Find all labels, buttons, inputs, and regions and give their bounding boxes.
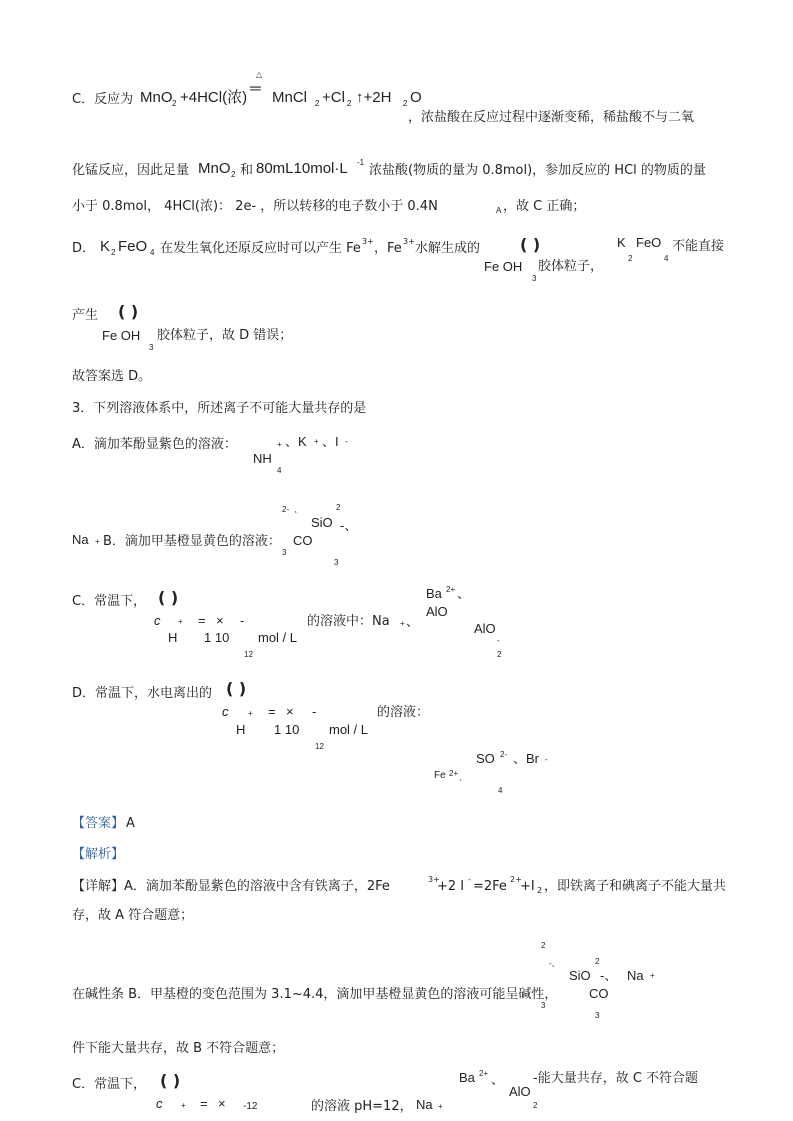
- analysis-b-sio-tail: -、: [600, 968, 618, 983]
- analysis-a1-i2-sub: 2: [537, 886, 543, 895]
- c-line2b: 和: [240, 163, 254, 178]
- d-k: K: [100, 238, 111, 255]
- d-feo4: FeO: [636, 235, 662, 250]
- d-sup1: 3+: [362, 237, 374, 246]
- analysis-c-na: Na: [416, 1097, 433, 1112]
- q3-d-plus: +: [248, 709, 253, 718]
- q3-c-ba: Ba: [426, 586, 442, 601]
- q3-d-fe-sep: 、: [459, 773, 467, 782]
- eq-cl2-sub: 2: [347, 99, 352, 108]
- q3-c-ba-sup: 2+: [446, 585, 456, 594]
- q3-a-i-sup: -: [345, 437, 348, 446]
- q3-b-sep: 、: [294, 505, 302, 514]
- eq-sign: ═: [250, 80, 261, 97]
- d-feo: FeO: [118, 238, 148, 255]
- q3-d-br-sup: -: [545, 755, 548, 764]
- q3-b-na-sup: +: [95, 537, 100, 546]
- q3-c-na-sup: +: [400, 619, 405, 628]
- eq-mno2: MnO: [140, 89, 173, 106]
- eq-h2o-sub: 2: [403, 99, 408, 108]
- q3-c-alo2: AlO: [474, 621, 496, 636]
- q3-d-exp: 12: [315, 742, 324, 751]
- d-feo-sub: 4: [150, 248, 155, 257]
- q3-d-110: 1 10: [274, 722, 300, 737]
- q3-b-co: CO: [293, 533, 313, 548]
- q3-c-exp: 12: [244, 650, 253, 659]
- q3-d-fe: Fe: [434, 770, 446, 781]
- q3-b-co-sub2: 3: [334, 558, 339, 567]
- d-paren: ( ): [520, 235, 541, 254]
- q3-d-so: SO: [476, 751, 495, 766]
- q3-a-label: A．滴加苯酚显紫色的溶液：: [72, 437, 237, 452]
- q3-b-sio-tail: -、: [340, 518, 358, 533]
- analysis-c-plus: +: [181, 1101, 186, 1110]
- q3-d-c: c: [222, 704, 229, 719]
- q3-b-sio-sup: 2: [336, 503, 341, 512]
- eq-mncl2-sub: 2: [315, 99, 320, 108]
- analysis-a1-sup3: 2+: [510, 875, 522, 884]
- d-feoh-sub: 3: [532, 274, 537, 283]
- analysis-a1-tail: ，即铁离子和碘离子不能大量共: [544, 879, 727, 894]
- eq-mno2-sub: 2: [172, 99, 177, 108]
- d-feoh: Fe OH: [484, 259, 523, 274]
- eq-cl2: +Cl: [322, 89, 345, 106]
- analysis-c-c: c: [156, 1096, 163, 1111]
- analysis-c-times: ×: [218, 1096, 226, 1111]
- q3-d-eq: =: [268, 704, 276, 719]
- d-text2: ，Fe: [374, 241, 402, 256]
- d-sup2: 3+: [403, 237, 415, 246]
- analysis-b-sio-sup: 2: [595, 957, 600, 966]
- analysis-b-co-sub: 3: [541, 1001, 546, 1010]
- c-line1-tail: ，浓盐酸在反应过程中逐渐变稀，稀盐酸不与二氧: [408, 110, 695, 125]
- analysis-a1-sup1: 3+: [428, 875, 440, 884]
- q3-c-alo: AlO: [426, 604, 448, 619]
- analysis-c-ba: Ba: [459, 1070, 475, 1085]
- analysis-c1: C．常温下，: [72, 1077, 147, 1092]
- q3-a-nh: NH: [253, 451, 272, 466]
- q3-d-tail: 的溶液：: [377, 705, 430, 720]
- d-line2-tail: 胶体粒子，故 D 错误；: [157, 328, 293, 343]
- q3-c-ba-sep: 、: [457, 586, 471, 601]
- d-k-sub: 2: [111, 248, 116, 257]
- analysis-label: 【解析】: [72, 847, 125, 862]
- analysis-b2: 件下能大量共存，故 B 不符合题意；: [72, 1041, 285, 1056]
- q3-a-k: 、K: [285, 434, 307, 449]
- c-line3: 小于 0.8mol， 4HCl(浓)： 2e- ，所以转移的电子数小于 0.4N: [72, 199, 438, 214]
- c-line3-sub: A: [496, 206, 502, 215]
- d-prefix: D．: [72, 241, 96, 256]
- q3-b-sup: 2-: [282, 505, 290, 514]
- analysis-a1-mid: +2 I: [437, 879, 465, 894]
- analysis-a2: 存，故 A 符合题意；: [72, 908, 194, 923]
- heat-mark: △: [256, 70, 263, 79]
- analysis-a1: 【详解】A．滴加苯酚显紫色的溶液中含有铁离子，2Fe: [72, 879, 390, 894]
- c-line2-mno2: MnO: [198, 160, 231, 177]
- q3-c-110: 1 10: [204, 630, 230, 645]
- c-prefix: C．反应为: [72, 92, 134, 107]
- q3-d-label: D．常温下，水电离出的: [72, 686, 213, 701]
- analysis-c-mid: 的溶液 pH=12，: [311, 1099, 413, 1114]
- q3-d-paren: ( ): [226, 679, 247, 698]
- analysis-b1: 在碱性条 B．甲基橙的变色范围为 3.1~4.4，滴加甲基橙显黄色的溶液可能呈碱性，: [72, 987, 558, 1002]
- q3-c-alo2-sup: -: [497, 636, 500, 645]
- d-conclusion: 故答案选 D。: [72, 369, 152, 384]
- q3-c-c: c: [154, 613, 161, 628]
- analysis-b-sup: 2: [541, 941, 546, 950]
- analysis-b-na: Na: [627, 968, 644, 983]
- c-line3-tail: ，故 C 正确；: [503, 199, 586, 214]
- analysis-b-sep: -、: [549, 959, 560, 968]
- q3-c-tail: 的溶液中：Na: [307, 614, 390, 629]
- q3-a-k-sup: +: [314, 437, 319, 446]
- d-line2-feoh: Fe OH: [102, 328, 141, 343]
- q3-a-nh-sub: 4: [277, 466, 282, 475]
- c-line2-amount: 80mL10mol·L: [256, 160, 348, 177]
- analysis-b-co: CO: [589, 986, 609, 1001]
- analysis-b-sio: SiO: [569, 968, 591, 983]
- answer-value: A: [126, 816, 135, 831]
- d-feo4-sub: 4: [664, 254, 669, 263]
- q3-d-so-sup: 2-: [500, 750, 508, 759]
- d-cannot: 不能直接: [672, 239, 725, 254]
- q3-a-nh-sup: +: [277, 440, 282, 449]
- q3-d-so-sub: 4: [498, 786, 503, 795]
- analysis-c-ba-sup: 2+: [479, 1069, 489, 1078]
- analysis-c-alo: AlO: [509, 1084, 531, 1099]
- eq-o: O: [410, 89, 422, 106]
- analysis-a1-i2: +I: [520, 879, 535, 894]
- analysis-c-alo-sub: 2: [533, 1101, 538, 1110]
- answer-label: 【答案】: [72, 816, 125, 831]
- q3-c-alo2-sub: 2: [497, 650, 502, 659]
- q3-b-co-sub: 3: [282, 548, 287, 557]
- d-colloid: 胶体粒子，: [538, 259, 604, 274]
- d-text3: 水解生成的: [415, 241, 481, 256]
- eq-mncl2: MnCl: [272, 89, 308, 106]
- c-line2c: 浓盐酸(物质的量为 0.8mol)，参加反应的 HCl 的物质的量: [369, 163, 706, 178]
- c-line2-sup: -1: [357, 158, 365, 167]
- q3-d-times: ×: [286, 704, 294, 719]
- d-line2-paren: ( ): [118, 302, 139, 321]
- analysis-c-tail: -能大量共存，故 C 不符合题: [533, 1071, 699, 1086]
- q3-stem: 3．下列溶液体系中，所述离子不可能大量共存的是: [72, 401, 367, 416]
- analysis-c-sep: 、: [491, 1072, 505, 1087]
- analysis-c-paren: ( ): [160, 1071, 181, 1090]
- q3-c-plus: +: [178, 617, 183, 626]
- c-line2-mno2-sub: 2: [231, 170, 236, 179]
- q3-c-unit: mol / L: [258, 630, 298, 645]
- q3-d-fe-sup: 2+: [449, 769, 459, 778]
- c-line2a: 化锰反应，因此足量: [72, 163, 190, 178]
- q3-c-sep: 、: [406, 614, 420, 629]
- q3-c-minus: -: [240, 613, 245, 628]
- d-line2-feoh-sub: 3: [149, 343, 154, 352]
- d-text1: 在发生氧化还原反应时可以产生 Fe: [160, 241, 361, 256]
- eq-h2o: ↑+2H: [356, 89, 392, 106]
- q3-b-na: Na: [72, 532, 89, 547]
- d-line2-prefix: 产生: [72, 308, 99, 323]
- analysis-a1-eq: =2Fe: [473, 879, 507, 894]
- analysis-a1-sup2: -: [468, 875, 471, 884]
- q3-d-br: 、Br: [513, 751, 540, 766]
- q3-c-h: H: [168, 630, 178, 645]
- q3-d-minus: -: [312, 704, 317, 719]
- analysis-c-eq: =: [200, 1096, 208, 1111]
- q3-c-label: C．常温下，: [72, 594, 147, 609]
- analysis-b-na-sup: +: [650, 971, 655, 980]
- q3-c-times: ×: [216, 613, 224, 628]
- q3-d-unit: mol / L: [329, 722, 369, 737]
- eq-4hcl: +4HCl(浓): [180, 89, 248, 106]
- q3-b-label: B．滴加甲基橙显黄色的溶液：: [103, 534, 281, 549]
- analysis-c-exp: -12: [243, 1101, 258, 1112]
- d-k2-sub: 2: [628, 254, 633, 263]
- analysis-c-na-sup: +: [438, 1102, 443, 1111]
- q3-c-paren: ( ): [158, 588, 179, 607]
- q3-a-i: 、I: [322, 434, 339, 449]
- q3-b-sio: SiO: [311, 515, 333, 530]
- d-k2: K: [617, 235, 626, 250]
- analysis-b-co-sub2: 3: [595, 1011, 600, 1020]
- q3-d-h: H: [236, 722, 246, 737]
- q3-c-eq: =: [198, 613, 206, 628]
